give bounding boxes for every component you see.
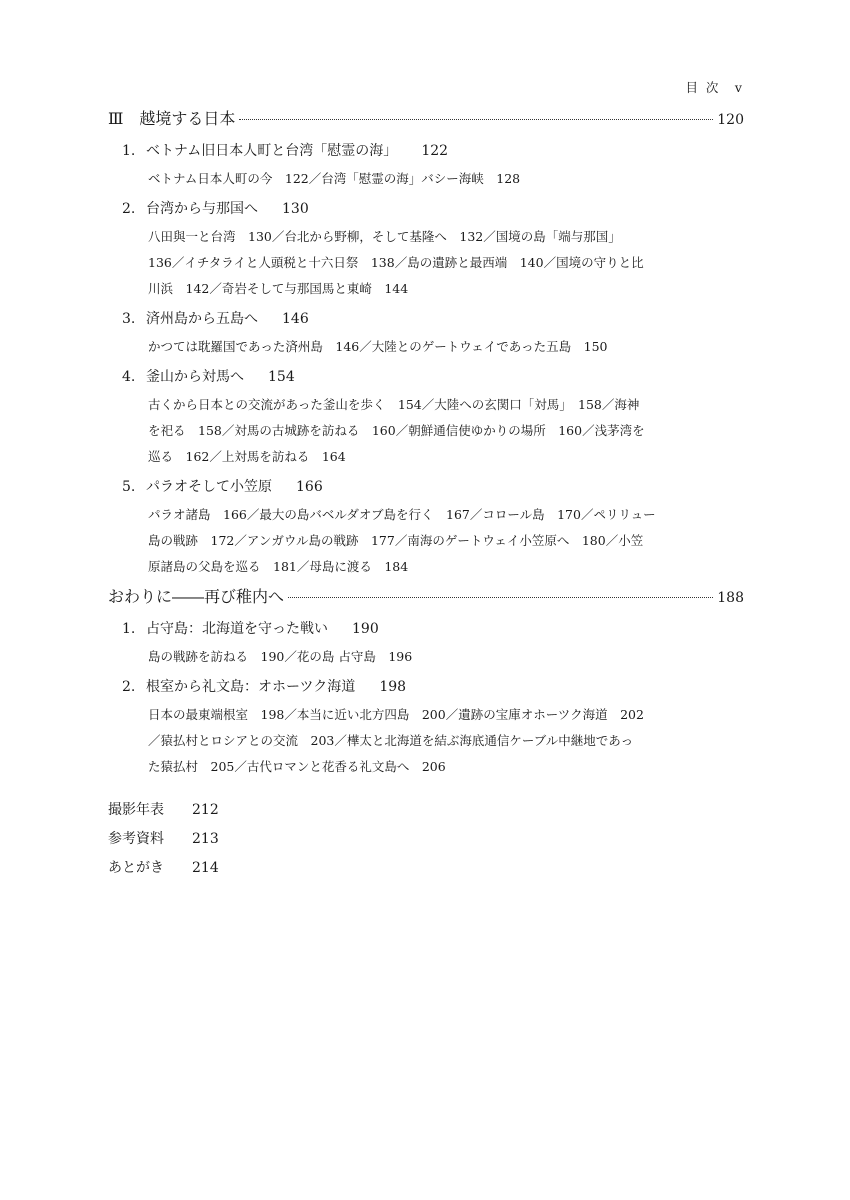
section-line: 原諸島の父島を巡る 181／母島に渡る 184 xyxy=(148,559,409,574)
end-item-page: 214 xyxy=(192,860,219,876)
end-item-page: 213 xyxy=(192,831,219,847)
toc-chapter xyxy=(108,194,744,302)
section-line: 島の戦跡 172／アンガウル島の戦跡 177／南海のゲートウェイ小笠原へ 180／小笠 xyxy=(148,533,644,548)
chapter-sections xyxy=(108,392,744,470)
chapter-title: 根室から礼文島：オホーツク海道 xyxy=(146,679,356,695)
section-line: ／猿払村とロシアとの交流 203／樺太と北海道を結ぶ海底通信ケーブル中継地であっ xyxy=(148,733,634,748)
chapter-sections xyxy=(108,644,744,670)
toc-end-item[interactable] xyxy=(108,796,744,825)
chapter-number: 5. xyxy=(122,479,136,495)
toc-chapter xyxy=(108,472,744,580)
chapter-title-row[interactable] xyxy=(108,472,744,502)
chapter-title: 占守島：北海道を守った戦い xyxy=(146,621,328,637)
chapter-page: 154 xyxy=(268,369,295,385)
part-page: 188 xyxy=(717,590,744,606)
end-item-page: 212 xyxy=(192,802,219,818)
dot-leader xyxy=(288,597,713,598)
part-page: 120 xyxy=(717,112,744,128)
chapter-title: 台湾から与那国へ xyxy=(146,201,258,217)
section-line: かつては耽羅国であった済州島 146／大陸とのゲートウェイであった五島 150 xyxy=(148,339,608,354)
chapter-sections xyxy=(108,702,744,780)
section-line: を祀る 158／対馬の古城跡を訪ねる 160／朝鮮通信使ゆかりの場所 160／浅茅湾を xyxy=(148,423,645,438)
chapter-number: 2. xyxy=(122,201,136,217)
section-line: ベトナム日本人町の今 122／台湾「慰霊の海」バシー海峡 128 xyxy=(148,171,521,186)
chapter-number: 1. xyxy=(122,621,136,637)
chapter-sections xyxy=(108,334,744,360)
section-line: 136／イチタライと人頭税と十六日祭 138／島の遺跡と最西端 140／国境の守りと比 xyxy=(148,255,644,270)
toc-chapter xyxy=(108,136,744,192)
section-line: た猿払村 205／古代ロマンと花香る礼文島へ 206 xyxy=(148,759,446,774)
chapter-sections xyxy=(108,224,744,302)
chapter-title-row[interactable] xyxy=(108,362,744,392)
running-head: 目 次 v xyxy=(685,80,744,95)
section-line: 古くから日本との交流があった釜山を歩く 154／大陸への玄関口「対馬」 158／海神 xyxy=(148,397,640,412)
table-of-contents xyxy=(108,104,744,883)
chapter-title-row[interactable] xyxy=(108,614,744,644)
spacer xyxy=(108,782,744,796)
chapter-number: 3. xyxy=(122,311,136,327)
section-line: 川浜 142／奇岩そして与那国馬と東崎 144 xyxy=(148,281,409,296)
chapter-title-row[interactable] xyxy=(108,672,744,702)
chapter-page: 190 xyxy=(352,621,379,637)
chapter-title: 釜山から対馬へ xyxy=(146,369,244,385)
toc-chapter xyxy=(108,362,744,470)
chapter-sections xyxy=(108,502,744,580)
chapter-page: 122 xyxy=(421,143,449,159)
chapter-title-row[interactable] xyxy=(108,194,744,224)
chapter-title-row[interactable] xyxy=(108,136,744,166)
chapter-number: 1. xyxy=(122,143,136,159)
toc-part[interactable] xyxy=(108,582,744,612)
chapter-number: 2. xyxy=(122,679,136,695)
chapter-sections xyxy=(108,166,744,192)
part-title: おわりに――再び稚内へ xyxy=(108,587,285,606)
chapter-page: 198 xyxy=(379,679,407,695)
chapter-title: ベトナム旧日本人町と台湾「慰霊の海」 xyxy=(146,143,398,159)
section-line: 日本の最東端根室 198／本当に近い北方四島 200／遺跡の宝庫オホーツク海道 202 xyxy=(148,707,644,722)
toc-chapter xyxy=(108,672,744,780)
end-item-label: あとがき xyxy=(108,860,164,876)
end-item-label: 撮影年表 xyxy=(108,802,164,818)
chapter-title: 済州島から五島へ xyxy=(146,311,258,327)
end-item-label: 参考資料 xyxy=(108,831,164,847)
chapter-page: 146 xyxy=(282,311,309,327)
chapter-title: パラオそして小笠原 xyxy=(146,479,272,495)
section-line: 島の戦跡を訪ねる 190／花の島 占守島 196 xyxy=(148,649,413,664)
section-line: 八田與一と台湾 130／台北から野柳，そして基隆へ 132／国境の島「端与那国」 xyxy=(148,229,621,244)
part-title: Ⅲ 越境する日本 xyxy=(108,109,236,128)
chapter-title-row[interactable] xyxy=(108,304,744,334)
toc-chapter xyxy=(108,304,744,360)
toc-part[interactable] xyxy=(108,104,744,134)
section-line: 巡る 162／上対馬を訪ねる 164 xyxy=(148,449,346,464)
dot-leader xyxy=(239,119,713,120)
toc-end-item[interactable] xyxy=(108,854,744,883)
section-line: パラオ諸島 166／最大の島バベルダオブ島を行く 167／コロール島 170／ペリリュー xyxy=(148,507,656,522)
chapter-number: 4. xyxy=(122,369,136,385)
chapter-page: 166 xyxy=(296,479,323,495)
toc-chapter xyxy=(108,614,744,670)
toc-end-item[interactable] xyxy=(108,825,744,854)
chapter-page: 130 xyxy=(282,201,309,217)
